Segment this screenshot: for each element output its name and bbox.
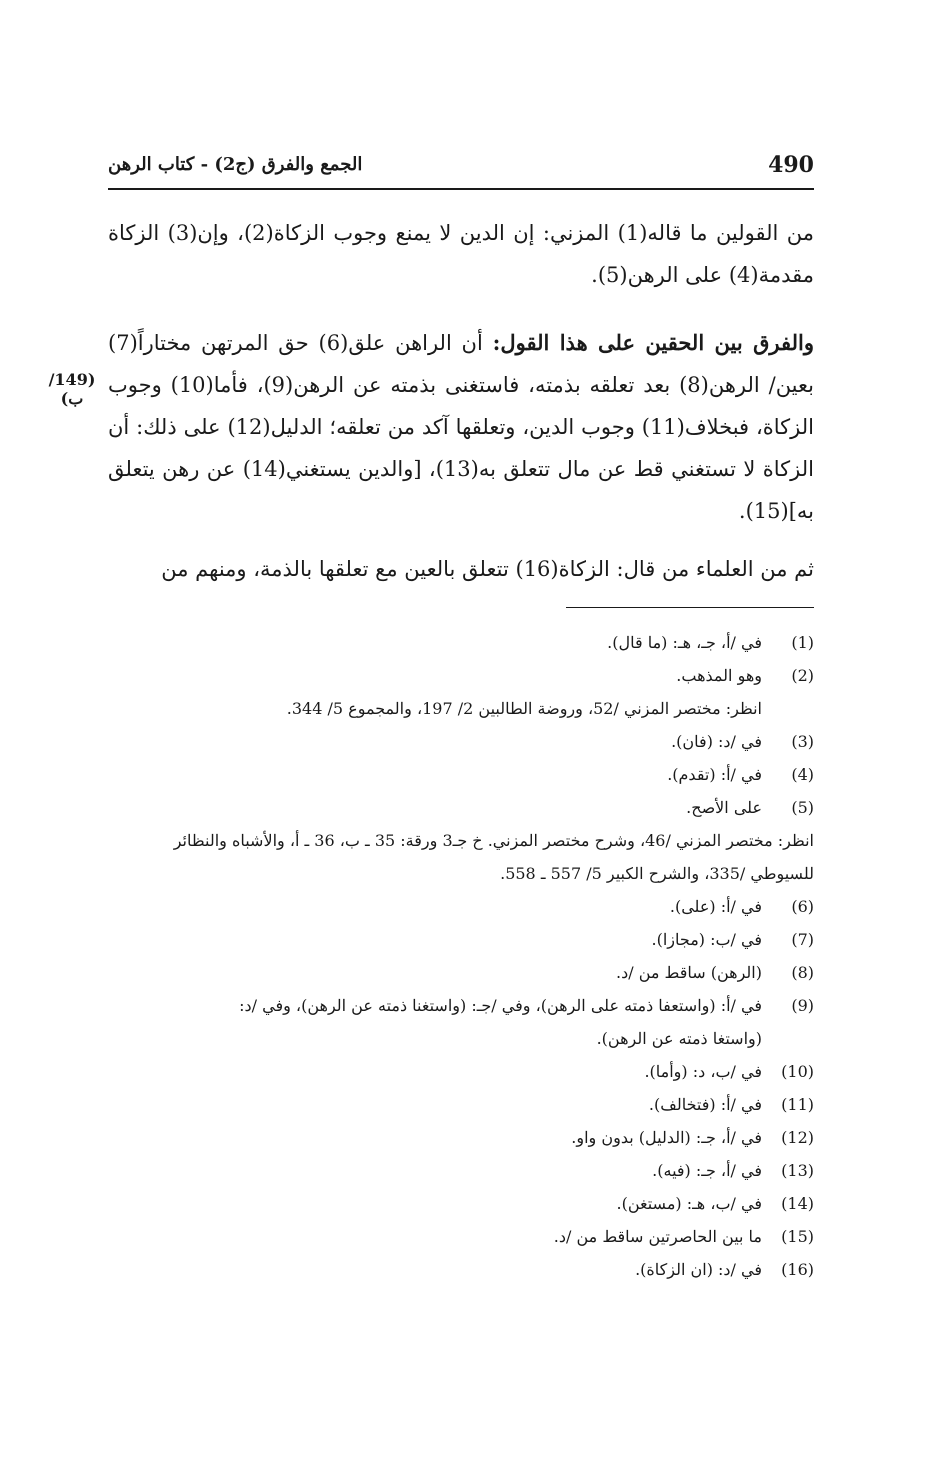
footnote-text: في /أ، جـ: (الدليل) بدون واو. <box>571 1128 762 1147</box>
paragraph-2-lead: والفرق بين الحقين على هذا القول: <box>492 330 815 355</box>
footnote-text: في /أ، جـ، هـ: (ما قال). <box>607 633 762 652</box>
footnote-number: (9) <box>791 996 814 1015</box>
footnote-number: (10) <box>781 1062 814 1081</box>
footnote-number: (2) <box>791 666 814 685</box>
footnote-number: (1) <box>791 633 814 652</box>
footnote-item <box>108 758 814 791</box>
footnote-continuation: انظر: مختصر المزني /52، وروضة الطالبين 2/ 197، والمجموع 5/ 344. <box>286 699 762 718</box>
footnote-item <box>108 725 814 758</box>
paragraph-2 <box>108 322 814 532</box>
footnote-item <box>108 1220 814 1253</box>
footnote-item <box>108 1055 814 1088</box>
footnote-item <box>108 1187 814 1220</box>
footnote-number: (11) <box>781 1095 814 1114</box>
footnote-number: (4) <box>791 765 814 784</box>
paragraph-1: من القولين ما قاله(1) المزني: إن الدين لا يمنع وجوب الزكاة(2)، وإن(3) الزكاة مقدمة(4) على الرهن(5). <box>108 221 814 287</box>
footnote-text: في /أ: (واستعفا ذمته على الرهن)، وفي /جـ: (واستغنا ذمته عن الرهن)، وفي /د: <box>239 996 762 1015</box>
footnote-text: وهو المذهب. <box>676 666 762 685</box>
footnote-continuation: (واستغا ذمته عن الرهن). <box>596 1029 762 1048</box>
footnote-number: (14) <box>781 1194 814 1213</box>
footnote-item <box>108 791 814 824</box>
footnote-text: في /د: (فان). <box>671 732 762 751</box>
footnote-text: في /أ: (تقدم). <box>667 765 762 784</box>
footnote-number: (13) <box>781 1161 814 1180</box>
footnote-number: (3) <box>791 732 814 751</box>
footnote-text: في /أ: (فتخالف). <box>648 1095 762 1114</box>
footnote-item <box>108 989 814 1022</box>
footnote-item <box>108 956 814 989</box>
footnote-number: (16) <box>781 1260 814 1279</box>
footnote-item <box>108 1088 814 1121</box>
footnote-number: (15) <box>781 1227 814 1246</box>
footnote-item <box>108 1121 814 1154</box>
paragraph-2-text: أن الراهن علق(6) حق المرتهن مختاراً(7) بعين/ الرهن(8) بعد تعلقه بذمته، فاستغنى بذمته عن الرهن(9)، فأما(10) وجوب الزكاة، فبخلاف(11) وجوب الدين، وتعلقها آكد من تعلقه؛ الدليل(12) على ذلك: أن الزكاة لا تستغني قط عن مال تتعلق به(13)، [والدين يستغني(14) عن رهن يتعلق به](15). <box>108 331 814 523</box>
footnote-number: (12) <box>781 1128 814 1147</box>
footnote-text: في /ب، هـ: (مستغن). <box>616 1194 762 1213</box>
footnote-item <box>108 890 814 923</box>
footnote-item <box>108 659 814 692</box>
footnote-text: في /د: (ان الزكاة). <box>635 1260 762 1279</box>
footnote-divider <box>566 607 814 608</box>
footnote-item <box>108 1253 814 1286</box>
footnote-number: (5) <box>791 798 814 817</box>
page-number: 490 <box>768 152 814 178</box>
running-title: الجمع والفرق (ج2) - كتاب الرهن <box>108 154 363 175</box>
footnote-text: (الرهن) ساقط من /د. <box>616 963 762 982</box>
footnotes-list <box>108 626 814 1286</box>
footnote-text: في /أ: (على). <box>669 897 762 916</box>
footnote-number: (7) <box>791 930 814 949</box>
footnote-item <box>108 923 814 956</box>
footnote-item <box>108 626 814 659</box>
footnote-number: (8) <box>791 963 814 982</box>
footnote-item <box>108 1154 814 1187</box>
footnote-continuation: انظر: مختصر المزني /46، وشرح مختصر المزني. خ جـ3 ورقة: 35 ـ ب، 36 ـ أ، والأشباه والنظائر للسيوطي /335، والشرح الكبير 5/ 557 ـ 558. <box>173 831 814 883</box>
paragraph-3: ثم من العلماء من قال: الزكاة(16) تتعلق بالعين مع تعلقها بالذمة، ومنهم من <box>161 557 814 581</box>
footnote-text: ما بين الحاصرتين ساقط من /د. <box>553 1227 762 1246</box>
footnote-number: (6) <box>791 897 814 916</box>
footnote-text: في /ب: (مجازا). <box>651 930 762 949</box>
footnote-text: في /أ، جـ: (فيه). <box>652 1161 762 1180</box>
page-header <box>108 148 814 190</box>
footnote-text: في /ب، د: (وأما). <box>644 1062 762 1081</box>
manuscript-folio-note: (149/ب) <box>48 370 96 408</box>
footnote-text: على الأصح. <box>686 798 762 817</box>
